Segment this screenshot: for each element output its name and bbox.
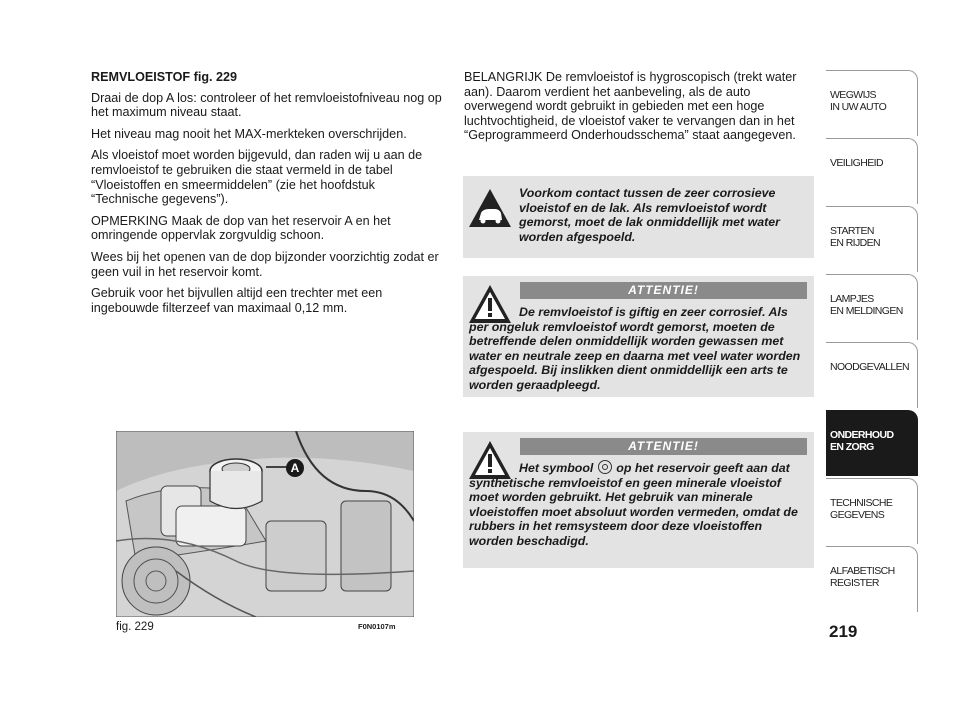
engine-bay-illustration (116, 431, 414, 617)
tab-technische[interactable]: TECHNISCHE GEGEVENS (826, 478, 918, 544)
attention-box-1 (463, 276, 814, 397)
left-column (91, 70, 443, 322)
paragraph-6: Gebruik voor het bijvullen altijd een trechter met een ingebouwde filterzeef van maximaal 0,12 mm. (91, 286, 383, 315)
attention-label: ATTENTIE! (520, 282, 807, 299)
attention-text-2: Het symbool op het reservoir geeft aan dat synthetische remvloeistof en geen minerale vloeistof moet worden gebruikt. Het gebruik van minerale vloeistoffen moet absoluut worden vermeden, omdat de rubbers in het remsysteem door deze vloeistoffen worden beschadigd. (469, 461, 798, 548)
paragraph-1: Draai de dop A los: controleer of het remvloeistofniveau nog op het maximum niveau staat. (91, 90, 442, 120)
attention-box-2 (463, 432, 814, 568)
paragraph-3: Als vloeistof moet worden bijgevuld, dan raden wij u aan de remvloeistof te gebruiken die staat vermeld in de tabel “Vloeistoffen en smeermiddelen” (zie het hoofdstuk “Technische gegevens”). (91, 148, 423, 207)
car-warning-icon (467, 186, 513, 230)
page-number: 219 (829, 622, 858, 641)
chapter-sidebar (826, 70, 918, 614)
synthetic-fluid-symbol-icon (598, 460, 612, 474)
figure-caption: fig. 229 (116, 621, 154, 633)
attention-label: ATTENTIE! (520, 438, 807, 455)
paint-warning-text: Voorkom contact tussen de zeer corrosieve vloeistof en de lak. Als remvloeistof wordt gemorst, moet de lak onmiddellijk met water worden afgespoeld. (519, 186, 780, 244)
tab-register[interactable]: ALFABETISCH REGISTER (826, 546, 918, 612)
tab-noodgevallen[interactable]: NOODGEVALLEN (826, 342, 918, 408)
paragraph-4: OPMERKING Maak de dop van het reservoir A en het omringende oppervlak zorgvuldig schoon. (91, 213, 391, 243)
tab-lampjes[interactable]: LAMPJES EN MELDINGEN (826, 274, 918, 340)
paragraph-5: Wees bij het openen van de dop bijzonder voorzichtig zodat er geen vuil in het reservoir komt. (91, 249, 439, 279)
section-heading: REMVLOEISTOF fig. 229 (91, 70, 238, 84)
callout-A: A (286, 459, 304, 477)
tab-onderhoud[interactable]: ONDERHOUD EN ZORG (826, 410, 918, 476)
attention-text-1: De remvloeistof is giftig en zeer corrosief. Als per ongeluk remvloeistof wordt gemorst, moeten de betreffende delen onmiddellijk worden gewassen met water en neutrale zeep en daarna met veel water worden afgespoeld. Bij inslikken dient onmiddellijk een arts te worden geraadpleegd. (469, 305, 801, 392)
figure-229 (116, 431, 414, 617)
tab-starten[interactable]: STARTEN EN RIJDEN (826, 206, 918, 272)
paint-warning-box (463, 176, 814, 258)
paragraph-2: Het niveau mag nooit het MAX-merkteken overschrijden. (91, 126, 407, 141)
important-note: BELANGRIJK De remvloeistof is hygroscopisch (trekt water aan). Daarom verdient het aanbeveling, als de auto overwegend wordt gebruikt in gebieden met een hoge luchtvochtigheid, de vloeistof vaker te vervangen dan in het “Geprogrammeerd Onderhoudsschema” staat aangegeven. (464, 70, 797, 143)
tab-veiligheid[interactable]: VEILIGHEID (826, 138, 918, 204)
figure-code: F0N0107m (358, 622, 396, 631)
tab-wegwijs[interactable]: WEGWIJS IN UW AUTO (826, 70, 918, 136)
